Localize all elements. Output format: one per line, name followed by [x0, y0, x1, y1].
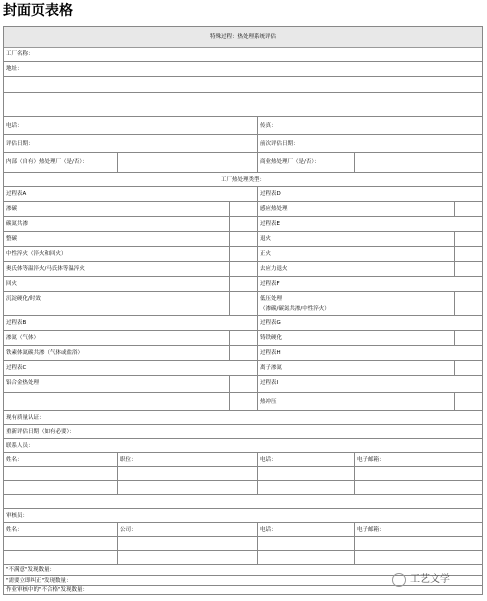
process-left: 过程表A [6, 191, 27, 197]
process-row [4, 262, 482, 277]
row-address [4, 62, 482, 117]
divider [257, 153, 258, 172]
process-left: 铝合金热处理 [6, 380, 40, 386]
process-row [4, 247, 482, 262]
check-cell [229, 247, 230, 261]
reviewer-name-header: 姓名： [6, 527, 23, 533]
check-cell [229, 292, 230, 315]
process-row [4, 187, 482, 202]
row-heat-type [4, 153, 482, 173]
reviewer-email-header: 电子邮箱： [357, 527, 385, 533]
divider [354, 481, 355, 494]
contacts-header-row [4, 453, 482, 467]
divider [354, 551, 355, 564]
divider [354, 453, 355, 466]
process-left: 沉淀硬化/时效 [6, 296, 41, 302]
contacts-row [4, 495, 482, 509]
divider [257, 232, 258, 246]
divider [117, 467, 118, 480]
contact-phone-header: 电话： [260, 457, 277, 463]
process-row [4, 331, 482, 346]
divider [257, 202, 258, 216]
check-cell [454, 361, 455, 375]
row-process-title [4, 173, 482, 187]
divider [257, 331, 258, 345]
reviewer-company-header: 公司： [120, 527, 137, 533]
process-row [4, 361, 482, 376]
process-left: 过程表C [6, 365, 27, 371]
process-right: 过程表D [260, 191, 281, 197]
process-right: 铸铁硬化 [260, 335, 283, 341]
divider [354, 537, 355, 550]
check-cell [454, 247, 455, 261]
divider [257, 467, 258, 480]
immediate-label: "需要立即纠正"发现数量： [6, 578, 72, 584]
re-eval-date-label: 重新评估日期（如有必要）： [6, 429, 75, 435]
wechat-icon [392, 573, 406, 587]
row-quality-cert [4, 411, 482, 425]
process-right: 过程表E [260, 221, 280, 227]
internal-heat-label: 内部（自有）热处理厂（是/否）： [6, 159, 88, 165]
address-label: 地址： [6, 66, 23, 72]
divider [117, 537, 118, 550]
divider [257, 277, 258, 291]
process-left: 回火 [6, 281, 18, 287]
check-cell [229, 202, 230, 216]
commercial-heat-label: 商业热处理厂（是/否）： [260, 159, 320, 165]
divider [257, 551, 258, 564]
reviewer-header-row [4, 523, 482, 537]
watermark [392, 572, 472, 588]
divider [257, 453, 258, 466]
divider [257, 135, 258, 152]
row-eval-date [4, 135, 482, 153]
check-cell [229, 277, 230, 291]
non-conf-label: "不满意"发现数量： [6, 567, 56, 573]
process-left: 中性淬火（淬火和回火） [6, 251, 67, 257]
check-cell [229, 393, 230, 410]
divider [257, 481, 258, 494]
divider [117, 551, 118, 564]
process-row [4, 202, 482, 217]
watermark-text: 工艺文学 [410, 574, 450, 585]
job-audit-label: 作业审核中的"不合格"发现数量： [6, 587, 89, 593]
process-type-title: 工厂热处理类型： [220, 177, 265, 183]
process-row [4, 393, 482, 411]
process-right: 过程表F [260, 281, 280, 287]
divider [117, 481, 118, 494]
process-left: 渗碳 [6, 206, 18, 212]
process-left: 整碳 [6, 236, 18, 242]
check-cell [454, 331, 455, 345]
process-left: 过程表B [6, 320, 27, 326]
row-phone [4, 117, 482, 135]
divider [117, 523, 118, 536]
address-line-1 [4, 76, 482, 77]
contact-name-header: 姓名： [6, 457, 23, 463]
factory-name-label: 工厂名称： [6, 51, 34, 57]
check-cell [229, 232, 230, 246]
divider [257, 361, 258, 375]
divider [257, 346, 258, 360]
reviewer-row [4, 537, 482, 551]
check-cell [229, 331, 230, 345]
row-factory-name [4, 47, 482, 62]
eval-date-label: 评估日期： [6, 141, 34, 147]
low-pressure-note: （渗碳/碳氮共渗/中性淬火） [260, 306, 330, 312]
process-row [4, 376, 482, 393]
process-right: 过程表H [260, 350, 281, 356]
process-right: 去应力退火 [260, 266, 288, 272]
contact-position-header: 职位： [120, 457, 137, 463]
cover-form [3, 26, 483, 595]
process-left: 渗氮（气体） [6, 335, 40, 341]
divider [117, 453, 118, 466]
check-cell [229, 262, 230, 276]
form-header: 特殊过程：热处理系统评估 [4, 27, 482, 48]
divider [257, 117, 258, 134]
fax-label: 传真： [260, 123, 277, 129]
process-row [4, 316, 482, 331]
divider [257, 187, 258, 201]
divider [354, 153, 355, 172]
divider [257, 262, 258, 276]
reviewer-label: 审核员： [6, 513, 29, 519]
process-left: 碳氮共渗 [6, 221, 29, 227]
reviewer-phone-header: 电话： [260, 527, 277, 533]
divider [257, 316, 258, 330]
phone-label: 电话： [6, 123, 23, 129]
row-re-eval [4, 425, 482, 439]
contacts-row [4, 467, 482, 481]
check-cell [229, 217, 230, 231]
process-row [4, 232, 482, 247]
process-left: 铁素体氮碳共渗（气体或盐浴） [6, 350, 84, 356]
contacts-row [4, 481, 482, 495]
check-cell [454, 262, 455, 276]
divider [257, 537, 258, 550]
divider [257, 292, 258, 315]
divider [257, 247, 258, 261]
process-row [4, 346, 482, 361]
divider [354, 523, 355, 536]
process-right: 过程表G [260, 320, 281, 326]
prev-eval-date-label: 前次评估日期： [260, 141, 299, 147]
process-right: 热冲压 [260, 399, 277, 405]
divider [257, 376, 258, 392]
check-cell [454, 232, 455, 246]
process-right: 正火 [260, 251, 272, 257]
process-row [4, 277, 482, 292]
divider [257, 217, 258, 231]
page-title: 封面页表格 [3, 3, 73, 19]
quality-cert-label: 现有质量认证： [6, 415, 45, 421]
check-cell [229, 346, 230, 360]
divider [257, 393, 258, 410]
address-line-2 [4, 92, 482, 93]
process-right: 过程表I [260, 380, 279, 386]
check-cell [454, 292, 455, 315]
process-right: 离子渗氮 [260, 365, 283, 371]
row-contacts [4, 439, 482, 453]
contact-email-header: 电子邮箱： [357, 457, 385, 463]
process-row [4, 217, 482, 232]
divider [354, 467, 355, 480]
process-right: 退火 [260, 236, 272, 242]
contacts-label: 联系人员： [6, 443, 34, 449]
check-cell [454, 202, 455, 216]
process-right: 感应热处理 [260, 206, 288, 212]
divider [257, 523, 258, 536]
process-left: 奥氏体等温淬火/马氏体等温淬火 [6, 266, 85, 272]
divider [117, 153, 118, 172]
check-cell [229, 376, 230, 392]
check-cell [454, 393, 455, 410]
process-right: 低压处理 [260, 296, 283, 302]
process-row [4, 292, 482, 316]
reviewer-row [4, 551, 482, 565]
row-reviewer [4, 509, 482, 523]
